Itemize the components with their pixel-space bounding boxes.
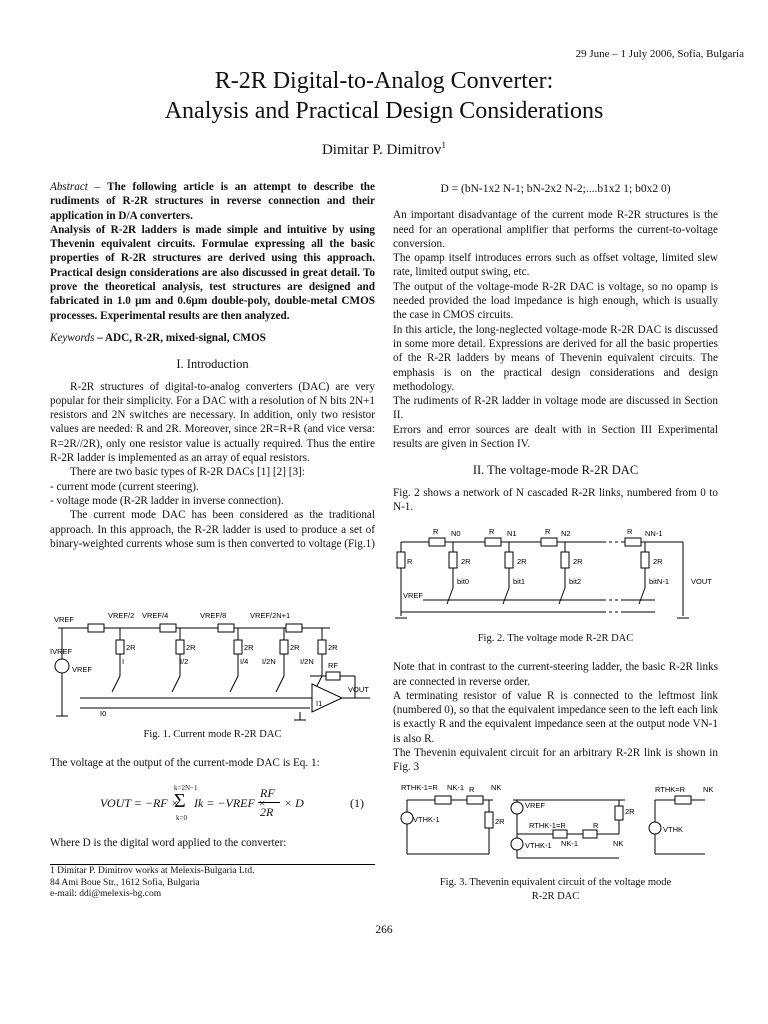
fig2-label-r-c: R (545, 527, 551, 536)
fig1-label-i2n: I/2N (262, 657, 276, 666)
section-heading-intro: I. Introduction (176, 357, 249, 372)
right-p6: Errors and error sources are dealt with in Section III Experimental results are given in Section IV. (393, 423, 718, 451)
fig3-label-vth: VTHK-1 (413, 815, 440, 824)
right-p1: An important disadvantage of the current mode R-2R structures is the need for an operational amplifier that performs the current-to-voltage conversion. (393, 209, 718, 250)
fig1-label-2r-b: 2R (186, 643, 196, 652)
intro-p2: There are two basic types of R-2R DACs [1] [2] [3]: (70, 466, 305, 479)
sec2b-p1: Note that in contrast to the current-steering ladder, the basic R-2R links are connected in reverse order. (393, 661, 718, 688)
fig2-label-vref: VREF (403, 591, 424, 600)
eq1-sum-top: k=2N−1 (174, 784, 198, 792)
footnote (50, 866, 375, 901)
right-p4: In this article, the long-neglected voltage-mode R-2R DAC is discussed in some more detail. Expressions are derived for all the basic properties of the R-2R ladders by means of Thevenin equivalent circuits. The emphasis is on the practical design considerations and design methodology. (393, 323, 718, 393)
fig2-label-bit2: bit2 (569, 577, 582, 586)
fig1-label-2r-a: 2R (126, 643, 136, 652)
fig1-label-vout: VOUT (348, 685, 369, 694)
footnote-rule (50, 864, 375, 865)
author (0, 140, 768, 159)
fig1-label-ivref: IVREF (50, 647, 73, 656)
fig2-label-n0: N0 (451, 529, 461, 538)
right-p2: The opamp itself introduces errors such as offset voltage, limited slew rate, limited output swing, etc. (393, 252, 718, 279)
fig3-label-nk-c: NK (703, 785, 714, 794)
eq1-after (50, 836, 375, 850)
fig3-label-rth-b: RTHK-1=R (529, 821, 566, 830)
section-heading-voltage: II. The voltage-mode R-2R DAC (472, 463, 639, 478)
fig3-label-rthk: RTHK=R (655, 785, 686, 794)
fig2-label-r-d: R (627, 527, 633, 536)
title-line-1: R-2R Digital-to-Analog Converter: (214, 68, 554, 94)
fig3-caption-line-1: Fig. 3. Thevenin equivalent circuit of the voltage mode (439, 877, 672, 888)
eq1-number: (1) (350, 796, 364, 810)
fig1-label-vref: VREF (54, 615, 75, 624)
eq1-frac-top: RF (260, 786, 275, 800)
fig2-label-bit1: bit1 (513, 577, 526, 586)
fig3-label-nk: NK (491, 783, 502, 792)
fig2-label-2r-d: 2R (653, 557, 663, 566)
eq1-sum-bot: k=0 (176, 814, 187, 822)
fig1-label-vrefn: VREF/2N+1 (250, 611, 291, 620)
fig1-label-2r-d: 2R (290, 643, 300, 652)
fig2-label-n1: N1 (507, 529, 517, 538)
fig3-label-nk1-b: NK-1 (561, 839, 579, 848)
fig3-label-r: R (469, 785, 475, 794)
left-column-lower (50, 728, 375, 771)
abstract-p1: The following article is an attempt to describe the rudiments of R-2R structures in reverse connection and their application in D/A converters. (50, 181, 375, 222)
fig3-label-vth-b: VTHK-1 (525, 841, 552, 850)
fig2-label-r-b: R (489, 527, 495, 536)
fig2-label-2r-a: 2R (461, 557, 471, 566)
fig3-circuit (393, 778, 718, 870)
conference-date: 29 June – 1 July 2006, Sofia, Bulgaria (575, 48, 744, 60)
fig2-label-r-a: R (433, 527, 439, 536)
fig2-label-r-term: R (407, 557, 413, 566)
eq1-after-text: Where D is the digital word applied to the converter: (50, 837, 287, 849)
fig3-label-vref: VREF (525, 801, 546, 810)
keywords-text: – ADC, R-2R, mixed-signal, CMOS (94, 331, 266, 344)
fig1-label-i4: I/4 (240, 657, 249, 666)
fig2-label-bit0: bit0 (457, 577, 470, 586)
eq2: D = (bN-1x2 N-1; bN-2x2 N-2;....b1x2 1; b0x2 0) (440, 183, 671, 195)
sec2b-p2: A terminating resistor of value R is connected to the leftmost link (numbered 0), so that the equivalent impedance seen to the left each link is exactly R and the equivalent impedance seen at the output node VN-1 is also R. (393, 689, 718, 745)
fig3-label-vthk: VTHK (663, 825, 684, 834)
abstract-label: Abstract – (50, 181, 108, 193)
fig1-caption: Fig. 1. Current mode R-2R DAC (143, 729, 282, 740)
fig1-label-2r-e: 2R (328, 643, 338, 652)
author-name: Dimitar P. Dimitrov (321, 142, 442, 158)
fig2-circuit (393, 524, 718, 628)
fig3-label-2r: 2R (495, 817, 505, 826)
fig1-label-i2n-b: I/2N (300, 657, 314, 666)
fig1-label-vref4: VREF/4 (142, 611, 169, 620)
keywords (50, 331, 375, 345)
intro-p5: The current mode DAC has been considered as the traditional approach. In this approach, the R-2R ladder is used to produce a set of binary-weighted currents whose sum is then converted to voltage (Fig.1) (50, 509, 375, 550)
sec2b-p3: The Thevenin equivalent circuit for an arbitrary R-2R link is shown in Fig. 3 (393, 747, 718, 774)
right-p5: The rudiments of R-2R ladder in voltage mode are discussed in Section II. (393, 395, 718, 422)
fig3-label-r-b: R (593, 821, 599, 830)
right-p3: The output of the voltage-mode R-2R DAC is voltage, so no opamp is needed provided the load impedance is high enough, which is usually the case in CMOS circuits. (393, 280, 718, 322)
paper-title (0, 66, 768, 126)
equation-1 (100, 784, 375, 826)
eq1-mid: Ik = −VREF × (194, 796, 266, 810)
fig1-label-rf: RF (328, 661, 338, 670)
fig1-circuit (50, 606, 375, 724)
footnote-line-2: 84 Ami Boue Str., 1612 Sofia, Bulgaria (50, 877, 200, 888)
right-column-lower (393, 632, 718, 775)
right-column (393, 182, 718, 514)
author-footnote-mark: 1 (441, 140, 447, 150)
fig3-caption (393, 876, 718, 905)
fig1-label-vref2: VREF/2 (108, 611, 135, 620)
fig2-caption: Fig. 2. The voltage mode R-2R DAC (477, 633, 634, 644)
fig2-label-bitn1: bitN-1 (649, 577, 670, 586)
page-number: 266 (375, 924, 393, 936)
left-column (50, 180, 375, 551)
fig1-label-2r-c: 2R (244, 643, 254, 652)
eq1-lhs: VOUT = −RF × (100, 796, 179, 810)
keywords-label: Keywords (50, 331, 95, 344)
intro-p1: R-2R structures of digital-to-analog converters (DAC) are very popular for their simplicity. For a DAC with a resolution of N bits 2N+1 resistors and 2N switches are necessary. In addition, only two resistor values are needed: R and 2R. Moreover, since 2R=R+R (and vice versa: R=2R//2R), only one resistor value is actually required. Thus the entire R-2R ladder is implemented as an array of equal resistors. (50, 380, 375, 465)
fig1-label-i0: I0 (100, 709, 107, 718)
sec2-p1: Fig. 2 shows a network of N cascaded R-2R links, numbered from 0 to N-1. (393, 486, 718, 513)
eq1-tail: × D (284, 796, 304, 810)
fig3-caption-line-2: R-2R DAC (531, 891, 580, 903)
fig2-label-2r-c: 2R (573, 557, 583, 566)
fig3-label-nk-b: NK (613, 839, 624, 848)
fig1-label-i: I (122, 657, 125, 666)
eq1-frac-bot: 2R (260, 805, 274, 819)
eq1-frac-bar (258, 802, 280, 803)
fig3-label-2r-b: 2R (625, 807, 635, 816)
title-line-2: Analysis and Practical Design Considerations (164, 98, 604, 124)
fig2-label-2r-b: 2R (517, 557, 527, 566)
fig1-label-vref8: VREF/8 (200, 611, 227, 620)
fig2-label-vout: VOUT (691, 577, 712, 586)
eq1-sigma: Σ (174, 790, 186, 812)
fig3-label-rth: RTHK-1=R (401, 783, 438, 792)
abstract-p2: Analysis of R-2R ladders is made simple and intuitive by using Thevenin equivalent circuits. Formulae expressing all the basic properties of R-2R structures are derived using this approach. Practical design considerations are also discussed in great detail. To prove the theoretical analysis, test structures are designed and fabricated in 1.0 µm and 0.6µm double-poly, double-metal CMOS processes. Experimental results are then analyzed. (50, 223, 375, 322)
abstract (50, 180, 375, 223)
fig2-label-n2: N2 (561, 529, 571, 538)
fig2-label-nn1: NN-1 (645, 529, 663, 538)
footnote-line-1: 1 Dimitar P. Dimitrov works at Melexis-Bulgaria Ltd. (50, 866, 255, 876)
fig1-label-i1: I1 (316, 699, 323, 708)
fig1-label-i2: I/2 (180, 657, 189, 666)
fig1-label-vref-src: VREF (72, 665, 93, 674)
footnote-line-3: e-mail: ddi@melexis-bg.com (50, 889, 162, 899)
intro-p4: - voltage mode (R-2R ladder in inverse connection). (50, 494, 284, 507)
intro-p3: - current mode (current steering). (50, 480, 199, 493)
fig3-label-nk1: NK-1 (447, 783, 465, 792)
eq1-intro: The voltage at the output of the current-mode DAC is Eq. 1: (50, 757, 320, 770)
